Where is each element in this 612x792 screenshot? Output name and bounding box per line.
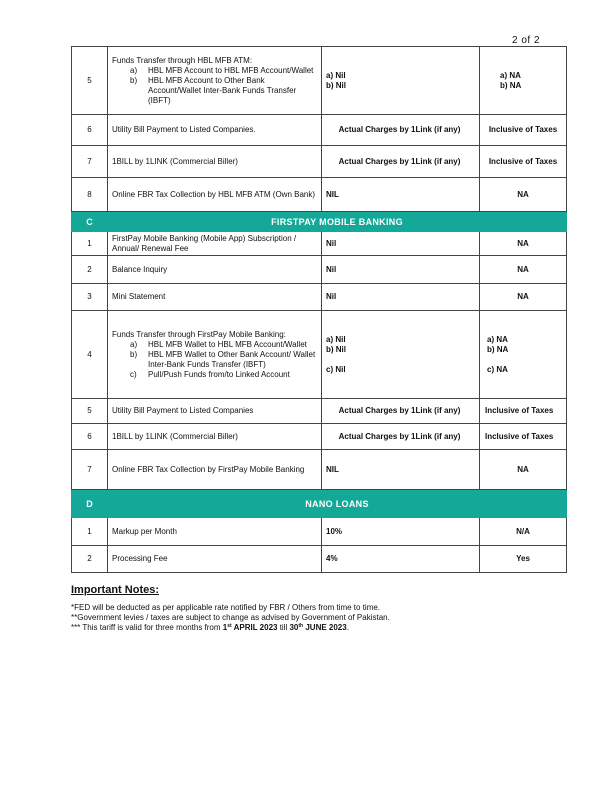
charge-cell: Actual Charges by 1Link (if any) xyxy=(322,146,480,178)
charge-cell: Actual Charges by 1Link (if any) xyxy=(322,399,480,424)
charge-cell: 4% xyxy=(322,546,480,573)
tax-cell: NA xyxy=(480,178,567,212)
row-description: Online FBR Tax Collection by FirstPay Mobile Banking xyxy=(108,450,322,490)
row-number: 1 xyxy=(72,518,108,546)
tax-cell: Yes xyxy=(480,546,567,573)
row-number: 5 xyxy=(72,47,108,115)
charge-cell: Actual Charges by 1Link (if any) xyxy=(322,115,480,146)
row-description: FirstPay Mobile Banking (Mobile App) Subscription / Annual/ Renewal Fee xyxy=(108,232,322,256)
row-number: 5 xyxy=(72,399,108,424)
row-description: 1BILL by 1LINK (Commercial Biller) xyxy=(108,146,322,178)
row-number: 2 xyxy=(72,256,108,284)
charge-cell: a) Nil b) Nil c) Nil xyxy=(322,311,480,399)
tax-cell: NA xyxy=(480,232,567,256)
tax-cell: NA xyxy=(480,450,567,490)
section-title: FIRSTPAY MOBILE BANKING xyxy=(108,212,567,232)
table-row xyxy=(72,518,567,546)
section-letter: D xyxy=(72,490,108,518)
row-number: 3 xyxy=(72,284,108,311)
table-row xyxy=(72,546,567,573)
section-title: NANO LOANS xyxy=(108,490,567,518)
list-item: b) HBL MFB Wallet to Other Bank Account/ Wallet Inter-Bank Funds Transfer (IBFT) xyxy=(130,349,316,369)
row-number: 6 xyxy=(72,424,108,450)
row-description: Markup per Month xyxy=(108,518,322,546)
description-title: Funds Transfer through HBL MFB ATM: xyxy=(112,55,253,65)
charge-cell: a) Nil b) Nil xyxy=(322,47,480,115)
table-row xyxy=(72,178,567,212)
table-row xyxy=(72,424,567,450)
charge-cell: Actual Charges by 1Link (if any) xyxy=(322,424,480,450)
table-row xyxy=(72,47,567,115)
table-row xyxy=(72,256,567,284)
tax-cell: Inclusive of Taxes xyxy=(480,115,567,146)
row-number: 8 xyxy=(72,178,108,212)
tax-cell: Inclusive of Taxes xyxy=(480,146,567,178)
row-description: 1BILL by 1LINK (Commercial Biller) xyxy=(108,424,322,450)
charge-cell: 10% xyxy=(322,518,480,546)
table-row xyxy=(72,399,567,424)
important-notes xyxy=(71,584,551,633)
tax-cell: NA xyxy=(480,256,567,284)
row-number: 7 xyxy=(72,450,108,490)
table-row xyxy=(72,146,567,178)
row-description: Processing Fee xyxy=(108,546,322,573)
table-row xyxy=(72,115,567,146)
section-header xyxy=(72,212,567,232)
tax-cell: a) NA b) NA c) NA xyxy=(480,311,567,399)
note-validity: *** This tariff is valid for three months from 1st APRIL 2023 till 30th JUNE 2023. xyxy=(71,623,349,632)
list-item: b) HBL MFB Account to Other Bank Account/Wallet Inter-Bank Funds Transfer (IBFT) xyxy=(130,75,297,105)
row-description: Balance Inquiry xyxy=(108,256,322,284)
row-number: 1 xyxy=(72,232,108,256)
charge-cell: NIL xyxy=(322,178,480,212)
note-fed: *FED will be deducted as per applicable rate notified by FBR / Others from time to time. xyxy=(71,603,381,612)
section-header xyxy=(72,490,567,518)
tax-cell: Inclusive of Taxes xyxy=(480,424,567,450)
row-description: Utility Bill Payment to Listed Companies xyxy=(108,399,322,424)
section-letter: C xyxy=(72,212,108,232)
sub-list xyxy=(112,340,317,380)
row-description xyxy=(108,311,322,399)
notes-title: Important Notes: xyxy=(71,584,159,596)
list-item: c) Pull/Push Funds from/to Linked Account xyxy=(130,369,290,379)
tax-cell: N/A xyxy=(480,518,567,546)
row-description: Online FBR Tax Collection by HBL MFB ATM (Own Bank) xyxy=(108,178,322,212)
row-description xyxy=(108,47,322,115)
row-number: 2 xyxy=(72,546,108,573)
row-description: Utility Bill Payment to Listed Companies. xyxy=(108,115,322,146)
charge-cell: Nil xyxy=(322,232,480,256)
table-row xyxy=(72,450,567,490)
row-number: 7 xyxy=(72,146,108,178)
charge-cell: Nil xyxy=(322,284,480,311)
charge-cell: Nil xyxy=(322,256,480,284)
note-government-levies: **Government levies / taxes are subject to change as advised by Government of Pakistan. xyxy=(71,613,390,622)
page-number: 2 of 2 xyxy=(512,35,541,46)
tariff-table xyxy=(71,46,567,573)
list-item: a) HBL MFB Wallet to HBL MFB Account/Wallet xyxy=(130,339,307,349)
table-row xyxy=(72,232,567,256)
sub-list xyxy=(112,66,317,106)
row-number: 6 xyxy=(72,115,108,146)
table-row xyxy=(72,311,567,399)
list-item: a) HBL MFB Account to HBL MFB Account/Wallet xyxy=(130,65,314,75)
row-number: 4 xyxy=(72,311,108,399)
tax-cell: Inclusive of Taxes xyxy=(480,399,567,424)
table-row xyxy=(72,284,567,311)
row-description: Mini Statement xyxy=(108,284,322,311)
description-title: Funds Transfer through FirstPay Mobile Banking: xyxy=(112,329,286,339)
tax-cell: NA xyxy=(480,284,567,311)
charge-cell: NIL xyxy=(322,450,480,490)
tax-cell: a) NA b) NA xyxy=(480,47,567,115)
